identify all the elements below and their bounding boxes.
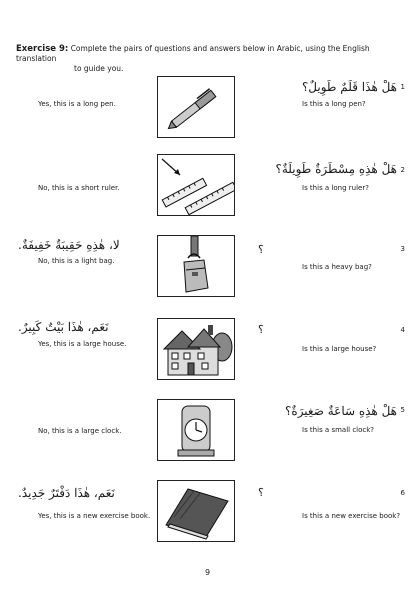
question-english: Is this a small clock? (302, 426, 375, 434)
question-arabic: ؟ (258, 243, 264, 256)
item-number: 4 (400, 326, 405, 334)
exercise-label: Exercise 9: (16, 44, 69, 54)
question-arabic: هَلْ هٰذِهِ مِسْطَرَةٌ طَوِيلَةٌ؟ (275, 162, 397, 176)
answer-arabic: نَعَم، هٰذَا دَفْتَرٌ جَدِيدٌ. (18, 486, 115, 500)
answer-arabic: نَعَم، هٰذَا بَيْتٌ كَبِيرٌ. (18, 320, 109, 334)
item-number: 3 (400, 245, 405, 253)
clock-icon (158, 400, 234, 460)
item-number: 5 (400, 406, 405, 414)
answer-english: Yes, this is a large house. (38, 340, 127, 348)
question-arabic: هَلْ هٰذِهِ سَاعَةٌ صَغِيرَةٌ؟ (285, 404, 397, 418)
answer-english: Yes, this is a long pen. (38, 100, 116, 108)
page-number: 9 (205, 568, 211, 577)
instruction-text-continued: to guide you. (74, 64, 124, 73)
question-english: Is this a new exercise book? (302, 512, 401, 520)
question-english: Is this a large house? (302, 345, 377, 353)
picture-frame (157, 399, 235, 461)
picture-frame (157, 480, 235, 542)
picture-frame (157, 235, 235, 297)
picture-frame (157, 154, 235, 216)
question-english: Is this a heavy bag? (302, 263, 372, 271)
picture-frame (157, 318, 235, 380)
exercise-book-icon (158, 481, 234, 541)
answer-english: No, this is a large clock. (38, 427, 122, 435)
pen-icon (158, 77, 234, 137)
ruler-icon (158, 155, 234, 215)
question-arabic: هَلْ هٰذَا قَلَمٌ طَوِيلٌ؟ (301, 80, 397, 94)
item-number: 6 (400, 489, 405, 497)
question-english: Is this a long pen? (302, 100, 366, 108)
exercise-header (16, 44, 396, 74)
answer-english: No, this is a short ruler. (38, 184, 120, 192)
question-arabic: ؟ (258, 323, 264, 336)
question-english: Is this a long ruler? (302, 184, 369, 192)
item-number: 2 (400, 166, 405, 174)
picture-frame (157, 76, 235, 138)
answer-english: Yes, this is a new exercise book. (38, 512, 151, 520)
question-arabic: ؟ (258, 486, 264, 499)
house-icon (158, 319, 234, 379)
answer-english: No, this is a light bag. (38, 257, 115, 265)
bag-icon (158, 236, 234, 296)
item-number: 1 (400, 83, 405, 91)
instruction-text: Complete the pairs of questions and answers below in Arabic, using the English translation (16, 44, 370, 63)
answer-arabic: لا، هٰذِهِ حَقِيبَةٌ خَفِيفَةٌ. (18, 238, 120, 252)
